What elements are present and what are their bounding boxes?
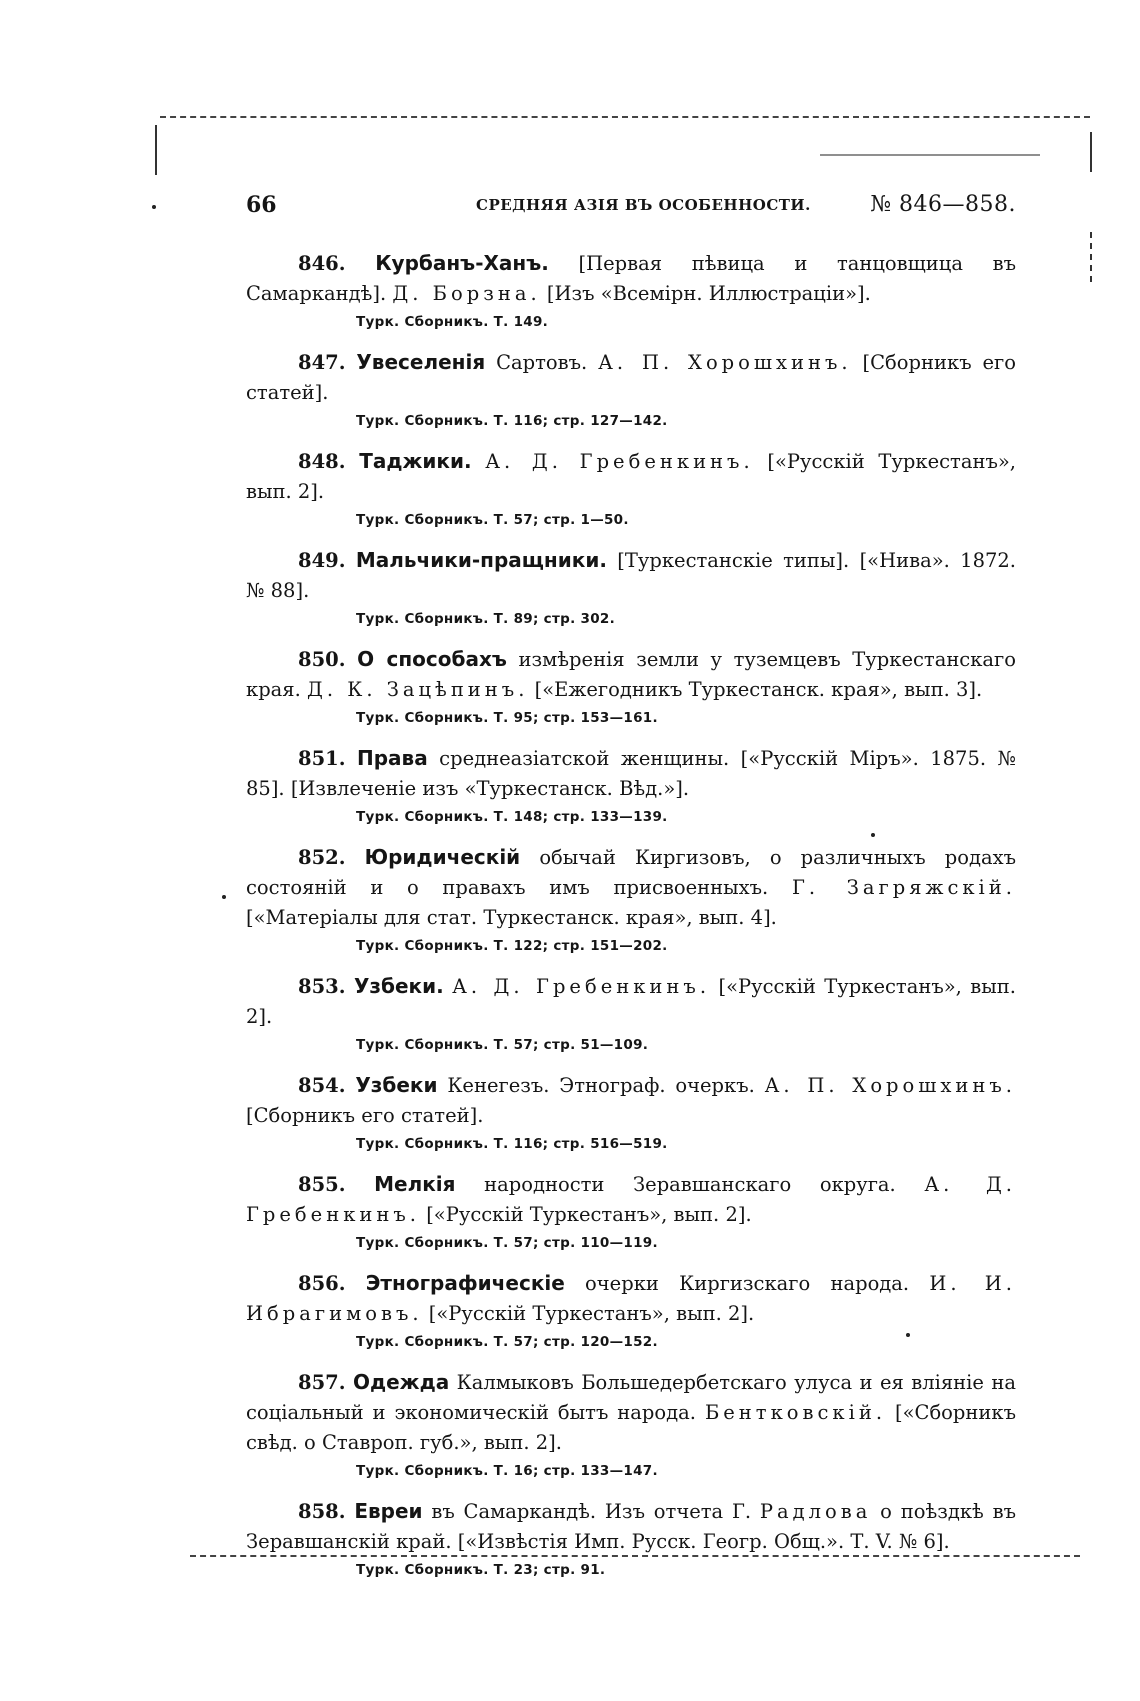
entry-publication: [«Русскій Туркестанъ», вып. 2]. [246,975,1016,1028]
entry-publication: [«Сборникъ свѣд. о Ставроп. губ.», вып. 2]. [246,1401,1016,1454]
entry-description: среднеазіатской женщины. [«Русскій Міръ». 1875. № 85]. [Извлеченіе изъ «Туркестанск. Вѣд.»]. [246,747,1016,800]
entry-title: Мальчики-пращники. [355,548,607,572]
entry-text [246,743,1016,804]
scan-top-border [160,116,1090,118]
entry-author: А. П. Хорошхинъ. [764,1074,1017,1097]
entry-description: Калмыковъ Большедербетскаго улуса и ея вліяніе на соціальный и экономическій бытъ народа. [246,1371,1017,1424]
entry-author: А. Д. Гребенкинъ. [452,975,711,998]
entry-description [444,975,452,998]
entry-author: А. Д. Гребенкинъ. [246,1173,1017,1226]
entry-text [246,347,1016,408]
entry-author: Д. К. Зацѣпинъ. [307,678,529,701]
entry-source: Турк. Сборникъ. Т. 57; стр. 110—119. [356,1235,658,1251]
bibliography-entry [246,1169,1016,1254]
entry-source: Турк. Сборникъ. Т. 57; стр. 120—152. [356,1334,658,1350]
entry-source: Турк. Сборникъ. Т. 116; стр. 127—142. [356,413,668,429]
entry-text [246,446,1016,507]
entry-publication: [«Русскій Туркестанъ», вып. 2]. [422,1302,755,1325]
entry-title: Евреи [354,1499,423,1523]
entry-author: И. И. Ибрагимовъ. [246,1272,1017,1325]
entry-author: Радлова [759,1500,872,1523]
entry-author: Д. Борзна. [392,282,541,305]
entry-source: Турк. Сборникъ. Т. 89; стр. 302. [356,611,616,627]
entry-description: [Первая пѣвица и танцовщица въ Самаркандѣ]. [246,252,1017,305]
entry-text [246,1070,1016,1131]
entry-text [246,1169,1016,1230]
entry-title: Одежда [352,1370,450,1394]
entry-source: Турк. Сборникъ. Т. 23; стр. 91. [356,1562,606,1578]
page-header [246,192,1016,226]
bibliography-entry [246,545,1016,630]
bibliography-entry [246,1268,1016,1353]
entry-number: 854. [298,1074,346,1097]
entry-title: Этнографическіе [365,1271,565,1295]
entry-description: измѣренія земли у туземцевъ Туркестанскаго края. [246,648,1017,701]
bibliography-entry [246,1496,1016,1581]
entry-author: Г. Загряжскій. [791,876,1016,899]
entry-publication: [Сборникъ его статей]. [246,351,1016,404]
bibliography-entry [246,743,1016,828]
scan-right-border-2 [1090,232,1092,282]
entry-number: 856. [298,1272,346,1295]
bibliography-list [246,248,1016,1595]
entry-title: Юридическій [364,845,521,869]
entry-text [246,971,1016,1032]
entry-author: А. П. Хорошхинъ. [598,351,852,374]
entry-number: 848. [298,450,346,473]
entry-title: О способахъ [357,647,507,671]
entry-source: Турк. Сборникъ. Т. 16; стр. 133—147. [356,1463,658,1479]
entry-source: Турк. Сборникъ. Т. 57; стр. 1—50. [356,512,629,528]
entry-text [246,1268,1016,1329]
entry-title: Узбеки. [353,974,444,998]
scan-speck [222,895,226,899]
entry-text [246,1367,1016,1458]
bibliography-entry [246,1070,1016,1155]
entry-text [246,842,1016,933]
entry-description: въ Самаркандѣ. Изъ отчета Г. [422,1500,760,1523]
entry-publication: [«Матеріалы для стат. Туркестанск. края», вып. 4]. [246,906,777,929]
entry-title: Узбеки [355,1073,438,1097]
entry-number: 847. [298,351,346,374]
entry-text [246,1496,1016,1557]
entry-description: народности Зеравшанскаго округа. [455,1173,925,1196]
entry-number: 853. [298,975,346,998]
entry-number: 852. [298,846,346,869]
bibliography-entry [246,1367,1016,1482]
entry-text [246,248,1016,309]
bibliography-entry [246,347,1016,432]
bibliography-entry [246,446,1016,531]
entry-source: Турк. Сборникъ. Т. 149. [356,314,549,330]
entry-description: очерки Киргизскаго народа. [564,1272,930,1295]
entry-number: 846. [298,252,346,275]
scan-speck [152,205,156,209]
entry-publication: [«Русскій Туркестанъ», вып. 2]. [420,1203,752,1226]
entry-text [246,644,1016,705]
entry-description [472,450,486,473]
entry-number: 855. [298,1173,346,1196]
entry-source: Турк. Сборникъ. Т. 57; стр. 51—109. [356,1037,649,1053]
bibliography-entry [246,842,1016,957]
entry-description: обычай Киргизовъ, о различныхъ родахъ состояній и о правахъ имъ присвоенныхъ. [246,846,1016,899]
entry-source: Турк. Сборникъ. Т. 122; стр. 151—202. [356,938,668,954]
entry-range: № 846—858. [870,192,1016,217]
entry-publication: [«Русскій Туркестанъ», вып. 2]. [246,450,1016,503]
entry-text [246,545,1016,606]
entry-number: 850. [298,648,346,671]
entry-description: Сартовъ. [485,351,599,374]
entry-author: А. Д. Гребенкинъ. [485,450,754,473]
entry-title: Таджики. [359,449,472,473]
entry-number: 857. [298,1371,346,1394]
bibliography-entry [246,644,1016,729]
bibliography-entry [246,248,1016,333]
entry-title: Увеселенія [356,350,486,374]
entry-publication: [Сборникъ его статей]. [246,1104,484,1127]
entry-number: 851. [298,747,346,770]
entry-publication: [«Ежегодникъ Туркестанск. края», вып. 3]. [528,678,983,701]
entry-number: 858. [298,1500,346,1523]
page-number: 66 [246,192,277,218]
entry-title: Курбанъ-Ханъ. [375,251,549,275]
entry-publication: о поѣздкѣ въ Зеравшанскій край. [«Извѣстія Имп. Русск. Геогр. Общ.». Т. V. № 6]. [246,1500,1017,1553]
entry-title: Права [356,746,428,770]
scan-right-border [1090,132,1092,172]
entry-author: Бентковскій. [704,1401,887,1424]
entry-source: Турк. Сборникъ. Т. 148; стр. 133—139. [356,809,668,825]
bibliography-entry [246,971,1016,1056]
entry-title: Мелкія [374,1172,456,1196]
running-title: СРЕДНЯЯ АЗІЯ ВЪ ОСОБЕННОСТИ. [476,196,811,214]
entry-source: Турк. Сборникъ. Т. 116; стр. 516—519. [356,1136,668,1152]
entry-description: Кенегезъ. Этнограф. очеркъ. [437,1074,765,1097]
scan-left-border [155,125,157,175]
entry-number: 849. [298,549,346,572]
entry-description: [Туркестанскіе типы]. [«Нива». 1872. № 88]. [246,549,1017,602]
entry-publication: [Изъ «Всемірн. Иллюстраціи»]. [540,282,871,305]
scan-top-border-2 [820,154,1040,156]
entry-source: Турк. Сборникъ. Т. 95; стр. 153—161. [356,710,658,726]
